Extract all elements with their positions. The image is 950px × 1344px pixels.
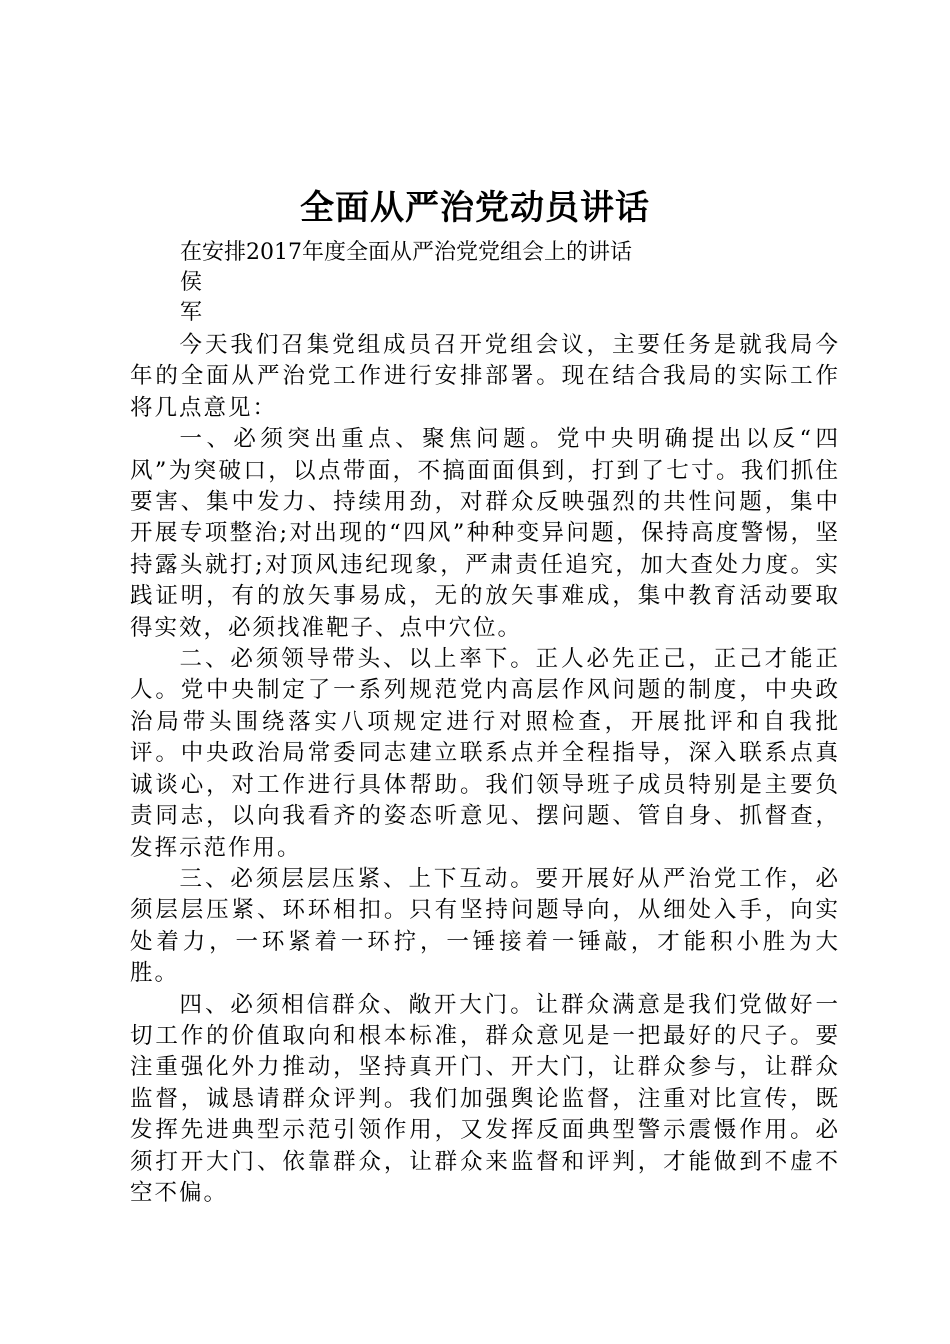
paragraph-point-4: 四、必须相信群众、敞开大门。让群众满意是我们党做好一切工作的价值取向和根本标准，群众意见是一把最好的尺子。要注重强化外力推动，坚持真开门、开大门，让群众参与，让群众监督，诚恳请群众评判。我们加强舆论监督，注重对比宣传，既发挥先进典型示范引领作用，又发挥反面典型警示震慑作用。必须打开大门、依靠群众，让群众来监督和评判，才能做到不虚不空不偏。 <box>130 991 840 1206</box>
paragraph-point-2: 二、必须领导带头、以上率下。正人必先正己，正己才能正人。党中央制定了一系列规范党内高层作风问题的制度，中央政治局带头围绕落实八项规定进行对照检查，开展批评和自我批评。中央政治局常委同志建立联系点并全程指导，深入联系点真诚谈心，对工作进行具体帮助。我们领导班子成员特别是主要负责同志，以向我看齐的姿态听意见、摆问题、管自身、抓督查，发挥示范作用。 <box>130 646 840 861</box>
paragraph-point-1: 一、必须突出重点、聚焦问题。党中央明确提出以反“四风”为突破口，以点带面，不搞面面俱到，打到了七寸。我们抓住要害、集中发力、持续用劲，对群众反映强烈的共性问题，集中开展专项整治;对出现的“四风”种种变异问题，保持高度警惕，坚持露头就打;对顶风违纪现象，严肃责任追究，加大查处力度。实践证明，有的放矢事易成，无的放矢事难成，集中教育活动要取得实效，必须找准靶子、点中穴位。 <box>130 426 840 641</box>
document-title: 全面从严治党动员讲话 <box>300 188 650 228</box>
author-line-1: 侯 <box>180 270 203 295</box>
document-subtitle: 在安排2017年度全面从严治党党组会上的讲话 <box>180 240 632 265</box>
author-line-2: 军 <box>180 300 203 325</box>
document-body <box>130 330 840 1209</box>
paragraph-intro: 今天我们召集党组成员召开党组会议，主要任务是就我局今年的全面从严治党工作进行安排部署。现在结合我局的实际工作将几点意见： <box>130 332 840 421</box>
paragraph-point-3: 三、必须层层压紧、上下互动。要开展好从严治党工作，必须层层压紧、环环相扣。只有坚持问题导向，从细处入手，向实处着力，一环紧着一环拧，一锤接着一锤敲，才能积小胜为大胜。 <box>130 865 840 987</box>
